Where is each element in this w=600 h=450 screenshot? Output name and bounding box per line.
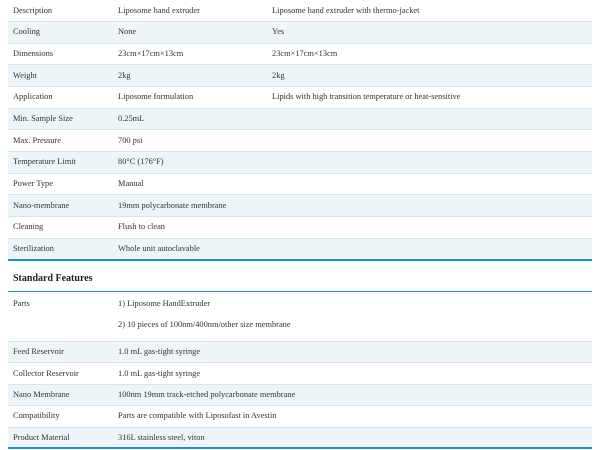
- spec-row: [8, 43, 592, 65]
- spec-label: Application: [8, 87, 113, 109]
- spec-row: [8, 0, 592, 22]
- spec-row: [8, 22, 592, 44]
- feature-row: [8, 427, 592, 448]
- spec-label: Max. Pressure: [8, 130, 113, 152]
- spec-label: Dimensions: [8, 43, 113, 65]
- spec-table-body: [8, 0, 592, 260]
- feature-value-line: 1) Liposome HandExtruder: [118, 299, 211, 308]
- spec-value-standard: None: [113, 22, 267, 44]
- features-table-body: [8, 293, 592, 448]
- spec-label: Min. Sample Size: [8, 108, 113, 130]
- spec-row: [8, 195, 592, 217]
- feature-row: [8, 342, 592, 363]
- spec-value-thermo: [267, 195, 592, 217]
- section-divider: [8, 291, 592, 292]
- spec-label: Weight: [8, 65, 113, 87]
- spec-value-thermo: 23cm×17cm×13cm: [267, 43, 592, 65]
- spec-row: [8, 130, 592, 152]
- feature-label: Collector Reservoir: [8, 363, 113, 384]
- spec-label: Description: [8, 0, 113, 22]
- spec-label: Cleaning: [8, 217, 113, 239]
- spec-value-standard: 23cm×17cm×13cm: [113, 43, 267, 65]
- feature-row: [8, 293, 592, 342]
- spec-row: [8, 238, 592, 260]
- feature-value-line: 2) 10 pieces of 100nm/400nm/other size membrane: [118, 320, 291, 329]
- feature-label: Feed Reservoir: [8, 342, 113, 363]
- spec-row: [8, 152, 592, 174]
- spec-label: Cooling: [8, 22, 113, 44]
- spec-value-thermo: [267, 173, 592, 195]
- feature-value: 100nm 19mm track-etched polycarbonate membrane: [113, 384, 592, 405]
- feature-value: Parts are compatible with Liposofast in Avestin: [113, 406, 592, 427]
- spec-label: Power Type: [8, 173, 113, 195]
- features-table: [8, 293, 592, 449]
- spec-label: Sterilization: [8, 238, 113, 260]
- feature-value: 1.0 mL gas-tight syringe: [113, 363, 592, 384]
- spec-value-standard: 2kg: [113, 65, 267, 87]
- feature-label: Nano Membrane: [8, 384, 113, 405]
- spec-label: Temperature Limit: [8, 152, 113, 174]
- spec-value-thermo: 2kg: [267, 65, 592, 87]
- feature-row: [8, 384, 592, 405]
- spec-value-thermo: [267, 108, 592, 130]
- spec-row: [8, 87, 592, 109]
- spec-value-thermo: [267, 238, 592, 260]
- spec-value-thermo: Yes: [267, 22, 592, 44]
- feature-label: Parts: [8, 293, 113, 342]
- feature-row: [8, 363, 592, 384]
- spec-value-standard: Manual: [113, 173, 267, 195]
- spec-value-standard: Flush to clean: [113, 217, 267, 239]
- spec-value-standard: 19mm polycarbonate membrane: [113, 195, 267, 217]
- spec-value-thermo: [267, 217, 592, 239]
- spec-value-thermo: [267, 130, 592, 152]
- spec-label: Nano-membrane: [8, 195, 113, 217]
- spec-value-standard: Liposome hand extruder: [113, 0, 267, 22]
- feature-value: 316L stainless steel, viton: [113, 427, 592, 448]
- spec-row: [8, 65, 592, 87]
- spec-row: [8, 173, 592, 195]
- spec-value-standard: Liposome formulation: [113, 87, 267, 109]
- spec-value-thermo: Lipids with high transition temperature or heat-sensitive: [267, 87, 592, 109]
- spec-table: [8, 0, 592, 261]
- feature-row: [8, 406, 592, 427]
- spec-value-standard: 700 psi: [113, 130, 267, 152]
- feature-label: Product Material: [8, 427, 113, 448]
- spec-value-standard: 0.25mL: [113, 108, 267, 130]
- spec-row: [8, 108, 592, 130]
- spec-value-standard: 80°C (176°F): [113, 152, 267, 174]
- feature-value: [113, 293, 592, 342]
- section-title: Standard Features: [13, 273, 93, 284]
- spec-value-standard: Whole unit autoclavable: [113, 238, 267, 260]
- feature-value: 1.0 mL gas-tight syringe: [113, 342, 592, 363]
- feature-label: Compatibility: [8, 406, 113, 427]
- spec-value-thermo: Liposome hand extruder with thermo-jacket: [267, 0, 592, 22]
- spec-row: [8, 217, 592, 239]
- spec-value-thermo: [267, 152, 592, 174]
